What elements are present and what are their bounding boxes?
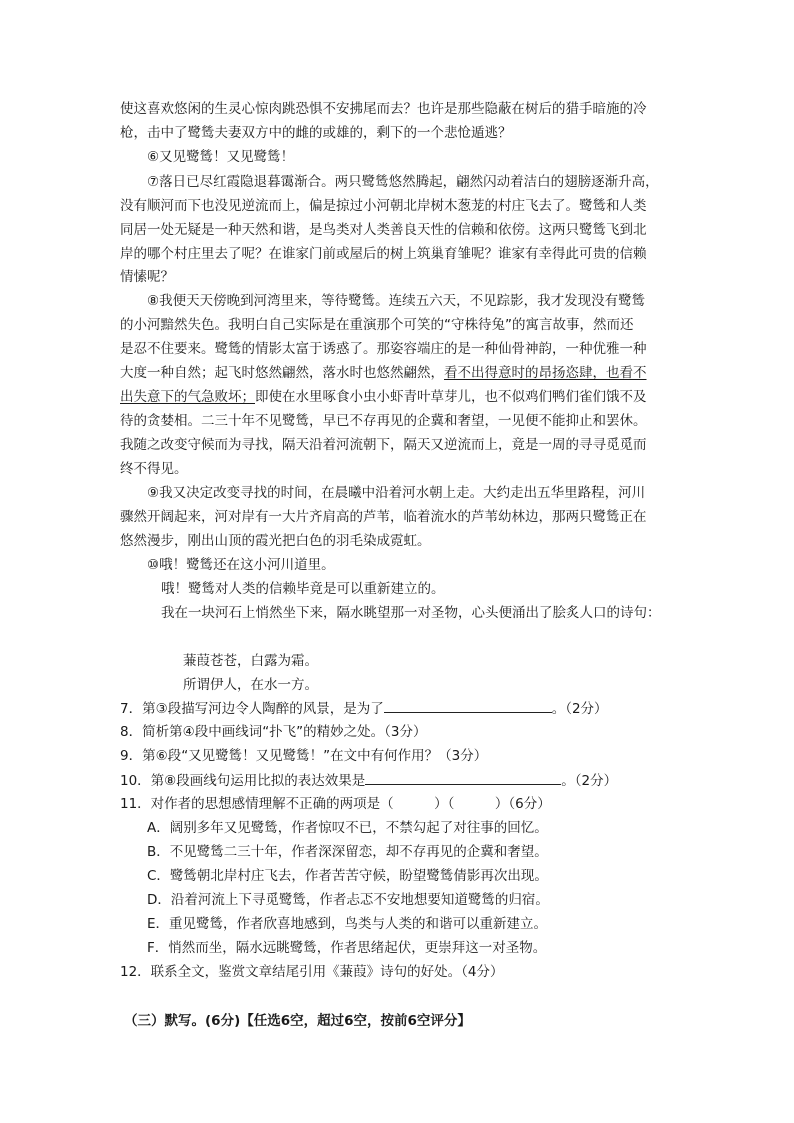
option-b: B．不见鹭鸶二三十年，作者深深留恋，却不存再见的企冀和奢望。	[147, 844, 548, 860]
option-e: E．重见鹭鸶，作者欣喜地感到，鸟类与人类的和谐可以重新建立。	[147, 916, 548, 932]
question-score: 。（2分）	[551, 701, 608, 717]
passage-text: 大度一种自然；起飞时悠然翩然，落水时也悠然翩然，	[120, 365, 444, 381]
passage-line: 骤然开阔起来，河对岸有一大片齐肩高的芦苇，临着流水的芦苇幼林边，那两只鹭鸶正在	[120, 509, 647, 525]
underlined-sentence: 出失意下的气急败坏；	[120, 389, 255, 405]
passage-line: 同居一处无疑是一种天然和谐，是鸟类对人类善良天性的信赖和依傍。这两只鹭鸶飞到北	[120, 222, 647, 238]
poem-line: 蒹葭苍苍，白露为霜。	[183, 653, 318, 669]
passage-line	[120, 363, 647, 383]
passage-line: 待的贪婪相。二三十年不见鹭鸶，早已不存再见的企冀和奢望，一见便不能抑止和罢休。	[120, 413, 647, 429]
passage-line: 我在一块河石上悄然坐下来，隔水眺望那一对圣物，心头便涌出了脍炙人口的诗句：	[161, 605, 661, 621]
question-10	[120, 770, 617, 790]
question-score: 。（2分）	[561, 773, 618, 789]
question-text: 10．第⑧段画线句运用比拟的表达效果是	[120, 773, 366, 789]
passage-line: 枪，击中了鹭鸶夫妻双方中的雌的或雄的，剩下的一个悲怆遁逃？	[120, 125, 512, 141]
passage-line: 情愫呢？	[120, 269, 174, 285]
passage-text: 即使在水里啄食小虫小虾青叶草芽儿，也不似鸡们鸭们雀们饿不及	[255, 389, 647, 405]
passage-line: 的小河黯然失色。我明白自己实际是在重演那个可笑的“守株待兔”的寓言故事，然而还	[120, 317, 634, 333]
passage-line: 岸的哪个村庄里去了呢？在谁家门前或屋后的树上筑巢育雏呢？谁家有幸得此可贵的信赖	[120, 246, 647, 262]
paragraph-7: ⑦落日已尽红霞隐退暮霭渐合。两只鹭鸶悠然腾起，翩然闪动着洁白的翅膀逐渐升高，	[147, 174, 659, 190]
poem-line: 所谓伊人，在水一方。	[183, 677, 318, 693]
question-7	[120, 698, 608, 718]
passage-line: 我随之改变守候而为寻找，隔天沿着河流朝下，隔天又逆流而上，竟是一周的寻寻觅觅而	[120, 437, 647, 453]
underlined-sentence: 看不出得意时的昂扬恣肆，也看不	[444, 365, 647, 381]
paragraph-8: ⑧我便天天傍晚到河湾里来，等待鹭鸶。连续五六天，不见踪影，我才发现没有鹭鸶	[147, 293, 646, 309]
paragraph-10: ⑩哦！鹭鸶还在这小河川道里。	[147, 557, 335, 573]
option-f: F．悄然而坐，隔水远眺鹭鸶，作者思绪起伏，更崇拜这一对圣物。	[147, 940, 547, 956]
answer-blank[interactable]	[384, 698, 552, 713]
question-12: 12．联系全文，鉴赏文章结尾引用《蒹葭》诗句的好处。（4分）	[120, 964, 504, 980]
passage-line: 是忍不住要来。鹭鸶的情影太富于诱惑了。那姿容端庄的是一种仙骨神韵，一种优雅一种	[120, 341, 647, 357]
question-text: 7．第③段描写河边令人陶醉的风景，是为了	[120, 701, 384, 717]
option-a: A．阔别多年又见鹭鸶，作者惊叹不已，不禁勾起了对往事的回忆。	[147, 820, 548, 836]
passage-line: 哦！鹭鸶对人类的信赖毕竟是可以重新建立的。	[161, 581, 445, 597]
question-9: 9．第⑥段“又见鹭鸶！又见鹭鸶！”在文中有何作用？（3分）	[120, 748, 488, 764]
passage-line: 终不得见。	[120, 461, 188, 477]
passage-line: 使这喜欢悠闲的生灵心惊肉跳恐惧不安拂尾而去？也许是那些隐蔽在树后的猎手暗施的冷	[120, 101, 647, 117]
answer-blank[interactable]	[365, 770, 561, 785]
question-8: 8．简析第④段中画线词“扑飞”的精妙之处。（3分）	[120, 724, 427, 740]
section-heading: （三）默写。(6分)【任选6空，超过6空，按前6空评分】	[124, 1013, 471, 1029]
passage-line: 没有顺河而下也没见逆流而上，偏是掠过小河朝北岸树木葱茏的村庄飞去了。鹭鸶和人类	[120, 198, 647, 214]
passage-line: 悠然漫步，刚出山顶的霞光把白色的羽毛染成霓虹。	[120, 533, 431, 549]
option-d: D．沿着河流上下寻觅鹭鸶，作者忐忑不安地想要知道鹭鸶的归宿。	[147, 892, 549, 908]
paragraph-6: ⑥又见鹭鸶！又见鹭鸶！	[147, 149, 295, 165]
option-c: C．鹭鸶朝北岸村庄飞去，作者苦苦守候，盼望鹭鸶倩影再次出现。	[147, 868, 548, 884]
paragraph-9: ⑨我又决定改变寻找的时间，在晨曦中沿着河水朝上走。大约走出五华里路程，河川	[147, 485, 646, 501]
question-11: 11．对作者的思想感情理解不正确的两项是（ ）（ ）（6分）	[120, 796, 551, 812]
passage-line	[120, 387, 647, 407]
